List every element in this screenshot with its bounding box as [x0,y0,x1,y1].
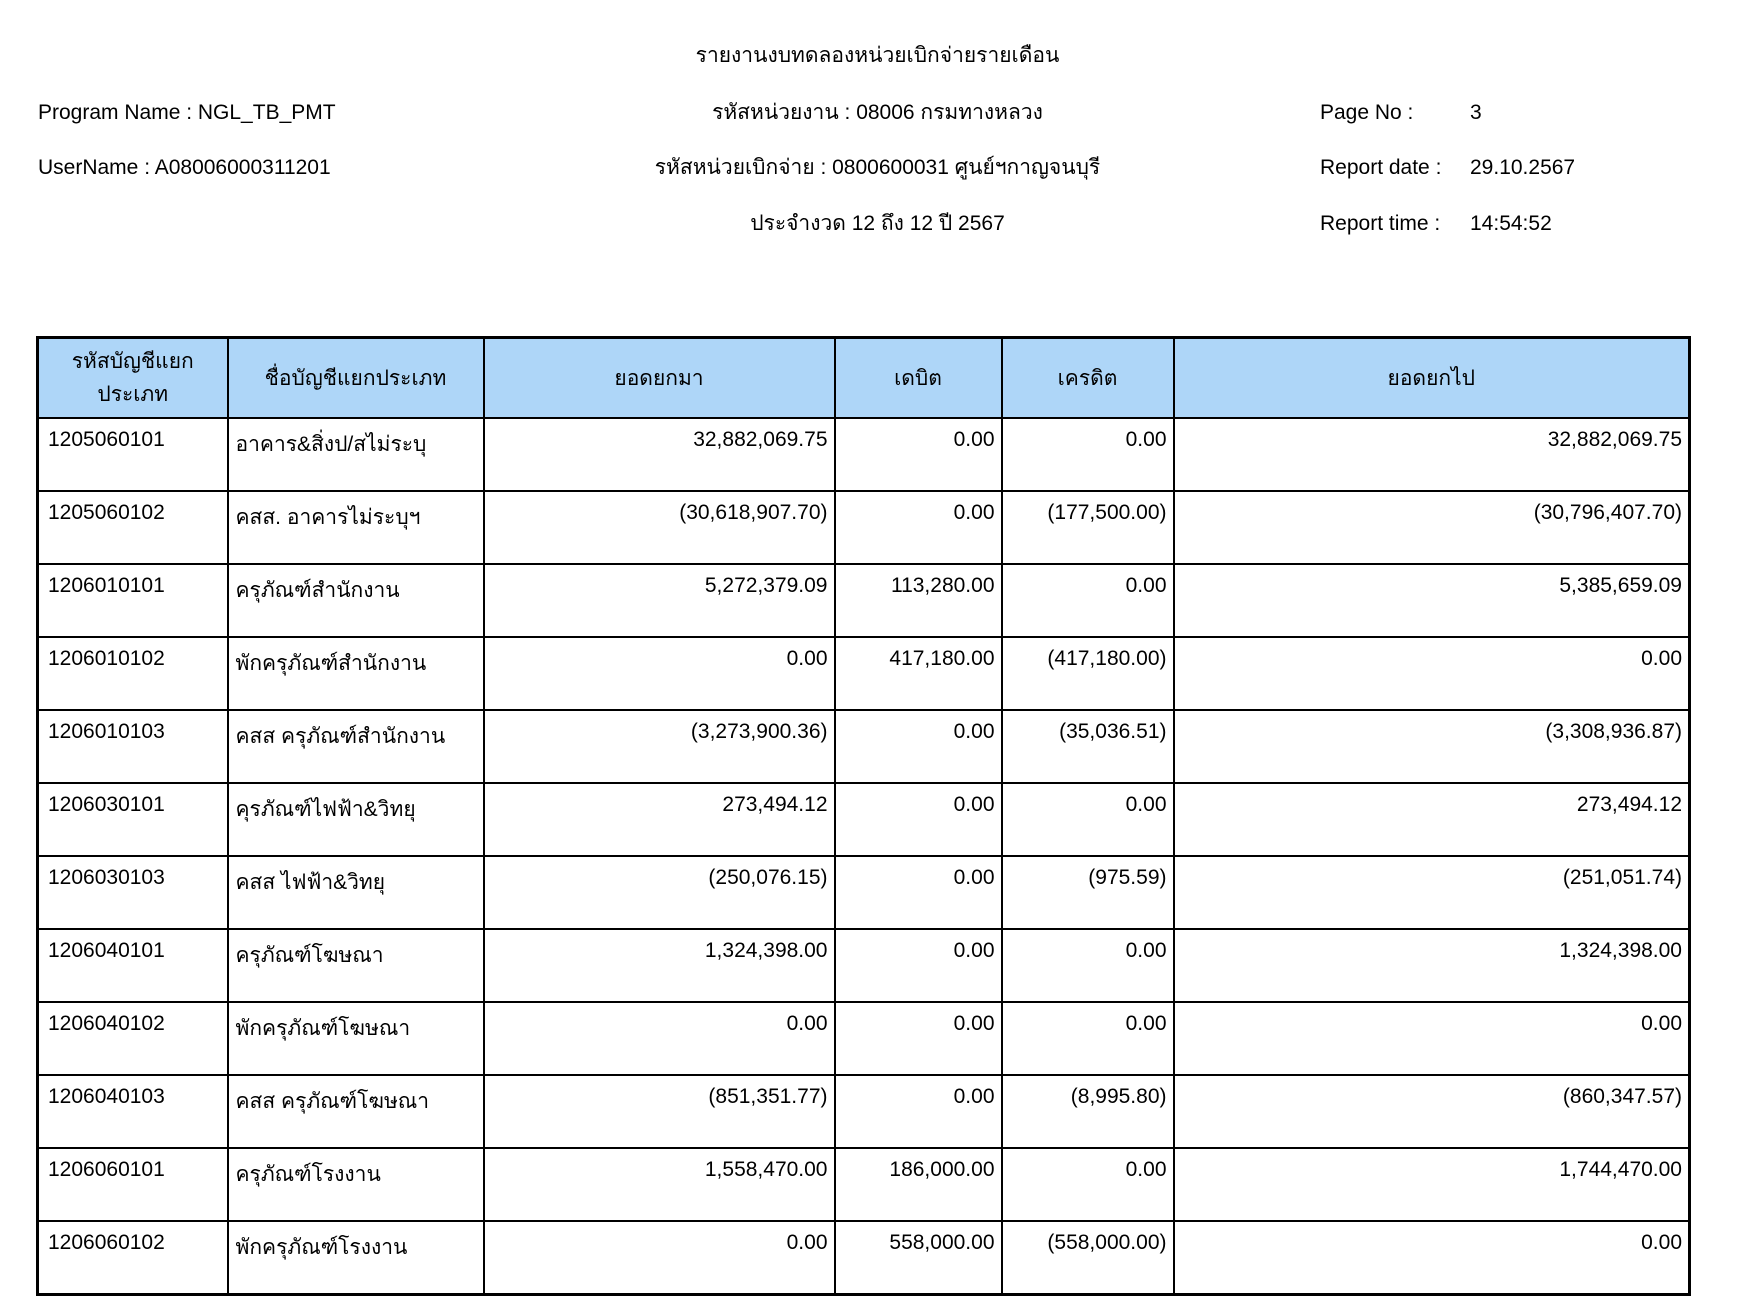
cell-opening-balance: 0.00 [484,637,835,710]
cell-account-name: พักครุภัณฑ์โฆษณา [228,1002,484,1075]
cell-closing-balance: 5,385,659.09 [1174,564,1690,637]
header-credit: เครดิต [1002,338,1174,419]
page-no-label: Page No : [1320,101,1414,124]
cell-account-code: 1205060102 [38,491,228,564]
cell-account-name: คสส ครุภัณฑ์สำนักงาน [228,710,484,783]
cell-closing-balance: (3,308,936.87) [1174,710,1690,783]
page-no-value: 3 [1470,101,1482,124]
cell-credit: 0.00 [1002,418,1174,491]
cell-debit: 0.00 [835,783,1002,856]
cell-closing-balance: 0.00 [1174,1221,1690,1295]
table-row [38,491,1690,564]
cell-account-name: ครุภัณฑ์โรงงาน [228,1148,484,1221]
program-name-line: Program Name : NGL_TB_PMT [38,101,336,124]
table-row [38,856,1690,929]
cell-opening-balance: 0.00 [484,1221,835,1295]
cell-account-code: 1206010101 [38,564,228,637]
username-line: UserName : A08006000311201 [38,156,331,179]
cell-account-name: คุรภัณฑ์ไฟฟ้า&วิทยุ [228,783,484,856]
table-row [38,710,1690,783]
cell-credit: 0.00 [1002,783,1174,856]
cell-account-name: คสส ไฟฟ้า&วิทยุ [228,856,484,929]
cell-debit: 558,000.00 [835,1221,1002,1295]
cell-account-code: 1206040101 [38,929,228,1002]
cell-account-code: 1206040102 [38,1002,228,1075]
cell-account-name: พักครุภัณฑ์โรงงาน [228,1221,484,1295]
header-account-code: รหัสบัญชีแยกประเภท [38,338,228,419]
cell-opening-balance: 0.00 [484,1002,835,1075]
table-row [38,564,1690,637]
cell-debit: 0.00 [835,856,1002,929]
cell-debit: 417,180.00 [835,637,1002,710]
cell-account-code: 1206040103 [38,1075,228,1148]
cell-closing-balance: 32,882,069.75 [1174,418,1690,491]
cell-closing-balance: 0.00 [1174,1002,1690,1075]
cell-account-name: ครุภัณฑ์สำนักงาน [228,564,484,637]
cell-closing-balance: 0.00 [1174,637,1690,710]
cell-account-name: คสส ครุภัณฑ์โฆษณา [228,1075,484,1148]
agency-code-line: รหัสหน่วยงาน : 08006 กรมทางหลวง [712,101,1043,124]
cell-closing-balance: (30,796,407.70) [1174,491,1690,564]
cell-credit: (35,036.51) [1002,710,1174,783]
cell-debit: 113,280.00 [835,564,1002,637]
cell-account-code: 1206030103 [38,856,228,929]
cell-account-code: 1206030101 [38,783,228,856]
table-row [38,1148,1690,1221]
cell-closing-balance: 1,744,470.00 [1174,1148,1690,1221]
trial-balance-table [36,336,1691,1296]
table-row [38,418,1690,491]
cell-credit: 0.00 [1002,929,1174,1002]
table-header-row [38,338,1690,419]
cell-opening-balance: (250,076.15) [484,856,835,929]
cell-account-code: 1206010102 [38,637,228,710]
table-row [38,929,1690,1002]
cell-opening-balance: (30,618,907.70) [484,491,835,564]
report-time-value: 14:54:52 [1470,212,1552,235]
cell-account-code: 1205060101 [38,418,228,491]
cell-opening-balance: (3,273,900.36) [484,710,835,783]
cell-credit: (417,180.00) [1002,637,1174,710]
cell-opening-balance: (851,351.77) [484,1075,835,1148]
cell-account-name: คสส. อาคารไม่ระบุฯ [228,491,484,564]
header-account-name: ชื่อบัญชีแยกประเภท [228,338,484,419]
cell-opening-balance: 1,558,470.00 [484,1148,835,1221]
cell-debit: 0.00 [835,710,1002,783]
cell-credit: 0.00 [1002,564,1174,637]
cell-debit: 0.00 [835,1075,1002,1148]
report-time-label: Report time : [1320,212,1441,235]
cell-closing-balance: (860,347.57) [1174,1075,1690,1148]
period-line: ประจำงวด 12 ถึง 12 ปี 2567 [750,212,1005,235]
table-row [38,1075,1690,1148]
header-debit: เดบิต [835,338,1002,419]
cell-closing-balance: (251,051.74) [1174,856,1690,929]
cell-credit: (975.59) [1002,856,1174,929]
table-row [38,1221,1690,1295]
cell-debit: 0.00 [835,418,1002,491]
cell-account-code: 1206010103 [38,710,228,783]
cell-credit: (558,000.00) [1002,1221,1174,1295]
cell-account-name: พักครุภัณฑ์สำนักงาน [228,637,484,710]
report-date-value: 29.10.2567 [1470,156,1576,179]
report-date-label: Report date : [1320,156,1442,179]
report-title: รายงานงบทดลองหน่วยเบิกจ่ายรายเดือน [695,44,1060,67]
cell-opening-balance: 5,272,379.09 [484,564,835,637]
header-closing-balance: ยอดยกไป [1174,338,1690,419]
cell-debit: 0.00 [835,929,1002,1002]
cell-debit: 186,000.00 [835,1148,1002,1221]
cell-account-name: ครุภัณฑ์โฆษณา [228,929,484,1002]
cell-closing-balance: 1,324,398.00 [1174,929,1690,1002]
table-row [38,637,1690,710]
cell-closing-balance: 273,494.12 [1174,783,1690,856]
cell-debit: 0.00 [835,491,1002,564]
cell-opening-balance: 32,882,069.75 [484,418,835,491]
cell-credit: (177,500.00) [1002,491,1174,564]
cell-account-code: 1206060102 [38,1221,228,1295]
cell-debit: 0.00 [835,1002,1002,1075]
disbursement-unit-line: รหัสหน่วยเบิกจ่าย : 0800600031 ศูนย์ฯกาญจนบุรี [654,156,1101,179]
header-opening-balance: ยอดยกมา [484,338,835,419]
cell-credit: 0.00 [1002,1002,1174,1075]
table-row [38,783,1690,856]
cell-account-code: 1206060101 [38,1148,228,1221]
cell-credit: (8,995.80) [1002,1075,1174,1148]
cell-opening-balance: 1,324,398.00 [484,929,835,1002]
table-row [38,1002,1690,1075]
cell-credit: 0.00 [1002,1148,1174,1221]
cell-opening-balance: 273,494.12 [484,783,835,856]
cell-account-name: อาคาร&สิ่งป/สไม่ระบุ [228,418,484,491]
